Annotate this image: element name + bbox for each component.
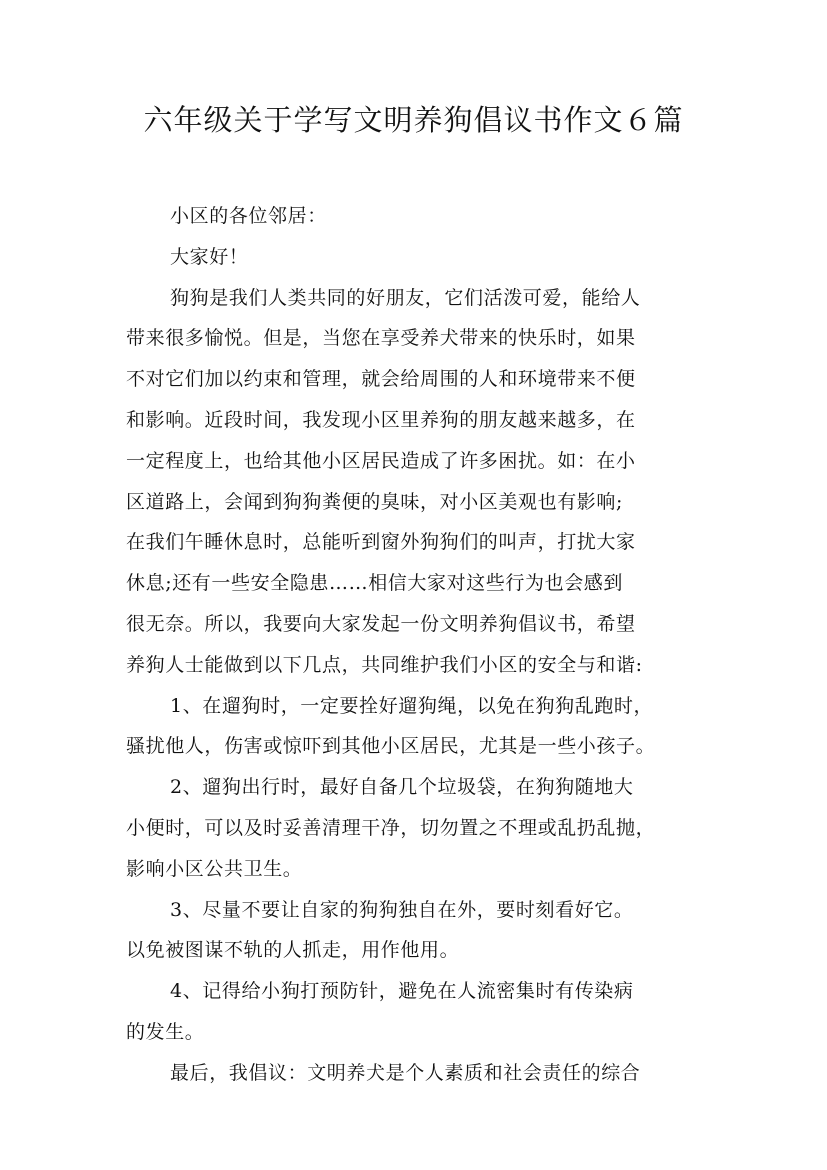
text-line: 2、遛狗出行时，最好自备几个垃圾袋，在狗狗随地大 bbox=[170, 776, 634, 799]
text-line: 区道路上，会闻到狗狗粪便的臭味，对小区美观也有影响; bbox=[126, 490, 624, 513]
text-line: 以免被图谋不轨的人抓走，用作他用。 bbox=[126, 939, 460, 962]
text-line: 很无奈。所以，我要向大家发起一份文明养狗倡议书，希望 bbox=[126, 612, 636, 635]
text-line: 1、在遛狗时，一定要拴好遛狗绳，以免在狗狗乱跑时， bbox=[170, 694, 654, 717]
text-line: 大家好！ bbox=[170, 245, 249, 268]
text-line: 休息;还有一些安全隐患……相信大家对这些行为也会感到 bbox=[126, 572, 624, 595]
text-line: 4、记得给小狗打预防针，避免在人流密集时有传染病 bbox=[170, 980, 634, 1003]
text-line: 小便时，可以及时妥善清理干净，切勿置之不理或乱扔乱抛， bbox=[126, 816, 656, 839]
text-line: 影响小区公共卫生。 bbox=[126, 857, 303, 880]
text-line: 和影响。近段时间，我发现小区里养狗的朋友越来越多，在 bbox=[126, 408, 636, 431]
text-line: 在我们午睡休息时，总能听到窗外狗狗们的叫声，打扰大家 bbox=[126, 531, 636, 554]
text-line: 狗狗是我们人类共同的好朋友，它们活泼可爱，能给人 bbox=[170, 286, 641, 309]
document-body bbox=[126, 196, 716, 1094]
text-line: 小区的各位邻居： bbox=[170, 205, 327, 227]
text-line: 不对它们加以约束和管理，就会给周围的人和环境带来不便 bbox=[126, 368, 636, 391]
text-line: 骚扰他人，伤害或惊吓到其他小区居民，尤其是一些小孩子。 bbox=[126, 735, 656, 758]
document-title: 六年级关于学写文明养狗倡议书作文６篇 bbox=[143, 103, 684, 137]
text-line: 的发生。 bbox=[126, 1020, 205, 1043]
text-line: 一定程度上，也给其他小区居民造成了许多困扰。如：在小 bbox=[126, 449, 636, 472]
text-line: 带来很多愉悦。但是，当您在享受养犬带来的快乐时，如果 bbox=[126, 327, 636, 350]
text-line: 最后，我倡议：文明养犬是个人素质和社会责任的综合 bbox=[170, 1061, 641, 1084]
text-line: 3、尽量不要让自家的狗狗独自在外，要时刻看好它。 bbox=[170, 898, 634, 921]
text-line: 养狗人士能做到以下几点，共同维护我们小区的安全与和谐: bbox=[126, 653, 643, 676]
